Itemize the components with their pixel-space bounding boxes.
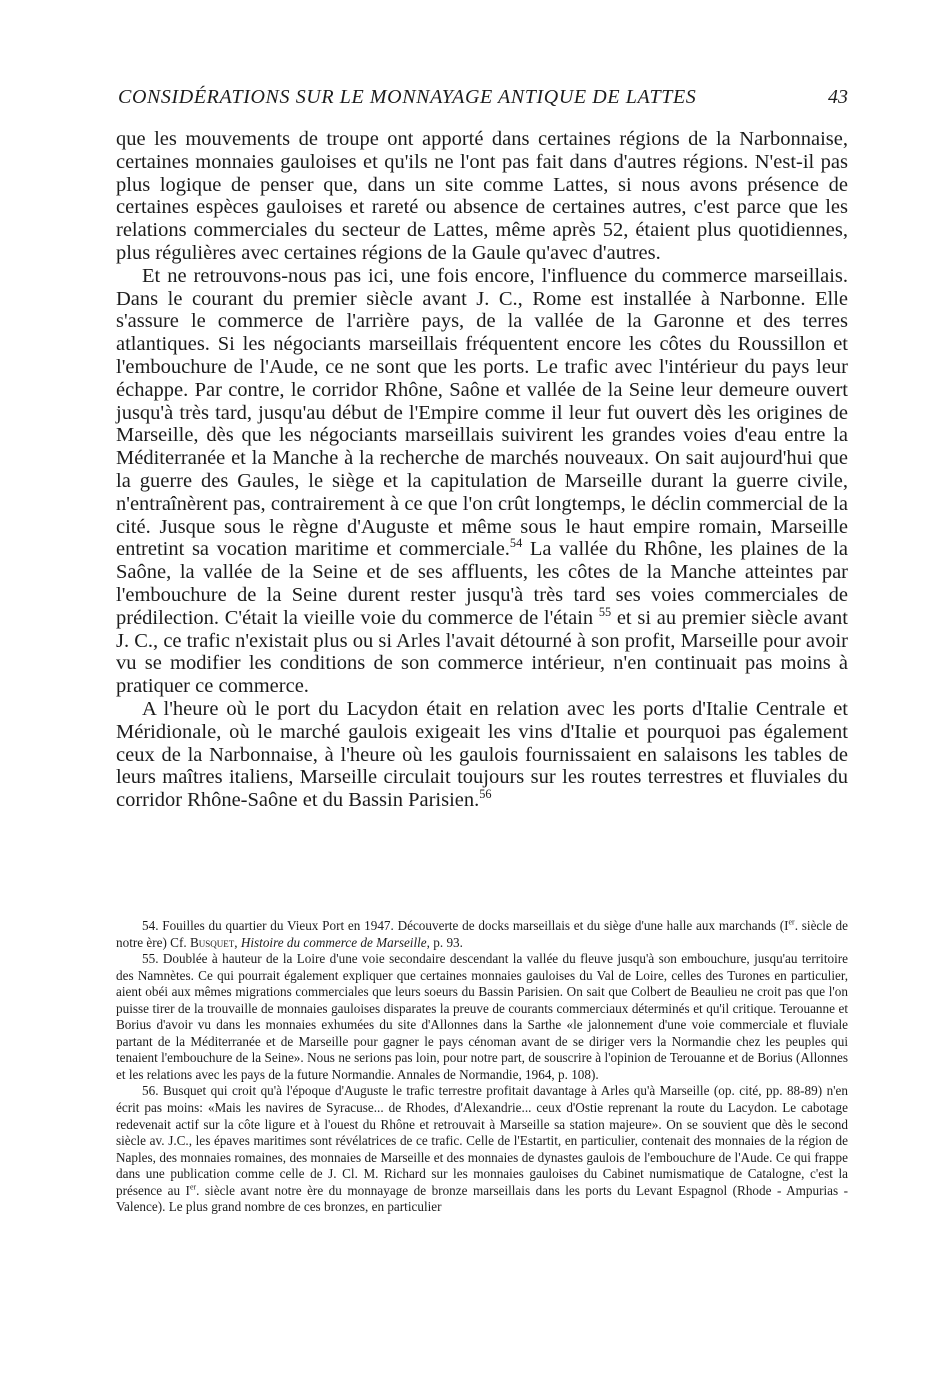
footnote-56 [116, 1083, 848, 1215]
paragraph-2-part-a: Et ne retrouvons-nous pas ici, une fois encore, l'influence du commerce marseillais. Dans le courant du premier siècle avant J. C., Rome est installée à Narbonne. Elle s'assure le commerce de l'arrière pays, de la vallée de la Garonne et des terres atlantiques. Si les négociants marseillais fréquentent encore les côtes du Roussillon et l'embouchure de l'Aude, ce ne sont que les ports. Le trafic avec l'intérieur du pays leur échappe. Par contre, le corridor Rhône, Saône et vallée de la Seine leur demeure ouvert jusqu'à très tard, jusqu'au début de l'Empire comme il leur fut ouvert dès les origines de Marseille, dès que les négociants marseillais suivirent les grandes voies d'eau entre la Méditerranée et la Manche à la recherche de marchés nouveaux. On sait aujourd'hui que la guerre des Gaules, le siège et la capitulation de Marseille durant la guerre civile, n'entraînèrent pas, contrairement à ce que l'on crût longtemps, le déclin commercial de la cité. Jusque sous le règne d'Auguste et même sous le haut empire romain, Marseille entretint sa vocation maritime et commerciale. [116, 264, 848, 561]
page-header [118, 86, 848, 116]
paragraph-3 [116, 698, 848, 812]
paragraph-2-part-b: La vallée du Rhône, les plaines de la Saône, la vallée de la Seine et de ses affluents, les côtes de la Manche atteintes par l'embouchure de la Seine durent rester jusqu'à très tard ses voies commerciales de prédilection. C'était la vieille voie du commerce de l'étain [116, 538, 848, 629]
footnote-54-author: Busquet [189, 934, 235, 950]
running-title: CONSIDÉRATIONS SUR LE MONNAYAGE ANTIQUE DE LATTES [118, 86, 697, 108]
page-number: 43 [828, 86, 848, 108]
footnote-56-text-a: 56. Busquet qui croit qu'à l'époque d'Auguste le trafic terrestre profitait davantage à Arles qu'à Marseille (op. cité, pp. 88-89) n'en écrit pas moins: «Mais les navires de Syracuse... de Rhodes, d'Alexandrie... ceux d'Ostie reprenant la route du Lacydon. Le cabotage redevenait actif sur la côte ligure et à l'ouest du Rhône et retrouvait à Marseille sa station majeure». On se souvient que dès le second siècle av. J.C., les épaves maritimes sont révélatrices de ce trafic. Celle de l'Estartit, en particulier, contenait des monnaies de la région de Naples, des monnaies romaines, des monnaies de Marseille et des monnaies de dynastes gaulois de l'embouchure de l'Aude. Ce qui frappe dans une publication comme celle de J. Cl. M. Richard sur les monnaies gauloises du Cabinet numismatique de Catalogne, c'est la présence au I [116, 1083, 848, 1198]
footnote-54-text-a: 54. Fouilles du quartier du Vieux Port en 1947. Découverte de docks marseillais et du siège d'une halle aux marchands (I [142, 918, 789, 933]
footnote-55: 55. Doublée à hauteur de la Loire d'une voie secondaire descendant la vallée du fleuve jusqu'à son embouchure, jusqu'au territoire des Namnètes. Ce qui pourrait également expliquer que certaines monnaies gauloises du Val de Loire, celles des Turones en particulier, aient obéi aux mêmes migrations commerciales que leurs soeurs du Bassin Parisien. On sait que Colbert de Beaulieu ne croit pas que l'on puisse tirer de la trouvaille de monnaies gauloises disparates la preuve de courants commerciaux déterminés et qu'il critique. Terouanne et Borius d'avoir vu dans les monnaies exhumées du site d'Allonnes dans la Sarthe «le jalonnement d'une voie commerciale et fluviale partant de la Méditerranée et de Marseille pour gagner le pays cénoman avant de se diriger vers la Normandie chez les peuples qui tenaient l'embouchure de la Seine». Nous ne serions pas loin, pour notre part, de souscrire à l'opinion de Terouanne et de Borius (Allonnes et les relations avec les pays de la future Normandie. Annales de Normandie, 1964, p. 108). [116, 951, 848, 1082]
footnote-ref-56: 56 [479, 787, 492, 802]
footnote-56-sup: er [189, 1182, 197, 1192]
paragraph-3-text: A l'heure où le port du Lacydon était en relation avec les ports d'Italie Centrale et Méridionale, où le marché gaulois exigeait les vins d'Italie et pourquoi pas également ceux de la Narbonnaise, à l'heure où les gaulois fournissaient en salaisons les tables de leurs maîtres italiens, Marseille circulait toujours sur les routes terrestres et fluviales du corridor Rhône-Saône et du Bassin Parisien. [116, 697, 848, 812]
main-text [116, 128, 848, 812]
paragraph-1: que les mouvements de troupe ont apporté dans certaines régions de la Narbonnaise, certaines monnaies gauloises et qu'ils ne l'ont pas fait dans d'autres régions. N'est-il pas plus logique de penser que, dans un site comme Lattes, si nous avons présence de certaines espèces gauloises et rareté ou absence de certaines autres, c'est parce que les relations commerciales du secteur de Lattes, même après 52, étaient plus quotidiennes, plus régulières avec certaines régions de la Gaule qu'avec d'autres. [116, 128, 848, 264]
footnote-56-text-b: . siècle avant notre ère du monnayage de bronze marseillais dans les ports du Levant Espagnol (Rhode - Ampurias - Valence). Le plus grand nombre de ces bronzes, en particulier [116, 1182, 849, 1215]
footnote-54-text-d: , p. 93. [426, 934, 463, 950]
footnote-ref-54: 54 [509, 536, 523, 551]
footnote-ref-55: 55 [598, 604, 612, 619]
footnote-54-text-c: , [234, 934, 241, 950]
footnote-54-text-b: . siècle de notre ère) Cf. [116, 918, 849, 950]
footnote-54 [116, 918, 848, 951]
paragraph-2 [116, 265, 848, 698]
footnotes [116, 918, 848, 1216]
footnote-54-title: Histoire du commerce de Marseille [240, 934, 427, 950]
paragraph-2-part-c: et si au premier siècle avant J. C., ce trafic n'existait plus ou si Arles l'avait détourné à son profit, Marseille pour avoir vu se modifier les conditions de son commerce intérieur, n'en continuait pas moins à pratiquer ce commerce. [116, 606, 848, 698]
footnote-54-sup: er [788, 917, 795, 927]
